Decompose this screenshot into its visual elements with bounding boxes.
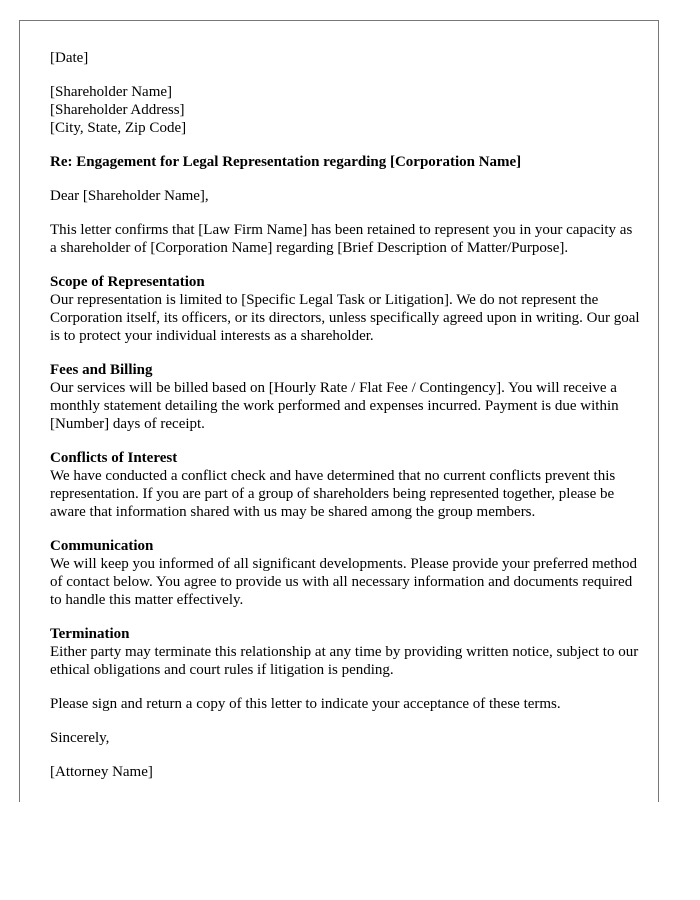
letter-page (19, 20, 659, 802)
section-scope (50, 273, 640, 345)
section-termination (50, 625, 640, 679)
section-conflicts (50, 449, 640, 521)
section-body: We will keep you informed of all significant developments. Please provide your preferred method of contact below. You agree to provide us with all necessary information and documents required to handle this matter effectively. (50, 556, 637, 608)
section-body: We have conducted a conflict check and have determined that no current conflicts prevent this representation. If you are part of a group of shareholders being represented together, please be aware that information shared with us may be shared among the group members. (50, 468, 616, 520)
letter-date: [Date] (50, 50, 89, 66)
recipient-name: [Shareholder Name] (50, 84, 173, 100)
letter-content (50, 49, 640, 797)
section-heading: Termination (50, 626, 130, 642)
section-heading: Fees and Billing (50, 362, 153, 378)
section-body: Our representation is limited to [Specific Legal Task or Litigation]. We do not represent the Corporation itself, its officers, or its directors, unless specifically agreed upon in writing. Our goal is to protect your individual interests as a shareholder. (50, 292, 640, 344)
subject-line: Re: Engagement for Legal Representation regarding [Corporation Name] (50, 154, 522, 170)
section-body: Our services will be billed based on [Hourly Rate / Flat Fee / Contingency]. You will receive a monthly statement detailing the work performed and expenses incurred. Payment is due within [Number] days of receipt. (50, 380, 619, 432)
section-communication (50, 537, 640, 609)
section-body: Either party may terminate this relationship at any time by providing written notice, subject to our ethical obligations and court rules if litigation is pending. (50, 644, 639, 678)
sign-off: Sincerely, (50, 730, 110, 746)
salutation: Dear [Shareholder Name], (50, 188, 209, 204)
recipient-address: [Shareholder Address] (50, 102, 185, 118)
recipient-block (50, 83, 640, 137)
intro-paragraph: This letter confirms that [Law Firm Name] has been retained to represent you in your capacity as a shareholder of [Corporation Name] regarding [Brief Description of Matter/Purpose]. (50, 222, 633, 256)
section-fees (50, 361, 640, 433)
recipient-city-state-zip: [City, State, Zip Code] (50, 120, 187, 136)
section-heading: Scope of Representation (50, 274, 205, 290)
signatory-name: [Attorney Name] (50, 764, 153, 780)
closing-instruction: Please sign and return a copy of this letter to indicate your acceptance of these terms. (50, 696, 561, 712)
section-heading: Communication (50, 538, 154, 554)
section-heading: Conflicts of Interest (50, 450, 178, 466)
